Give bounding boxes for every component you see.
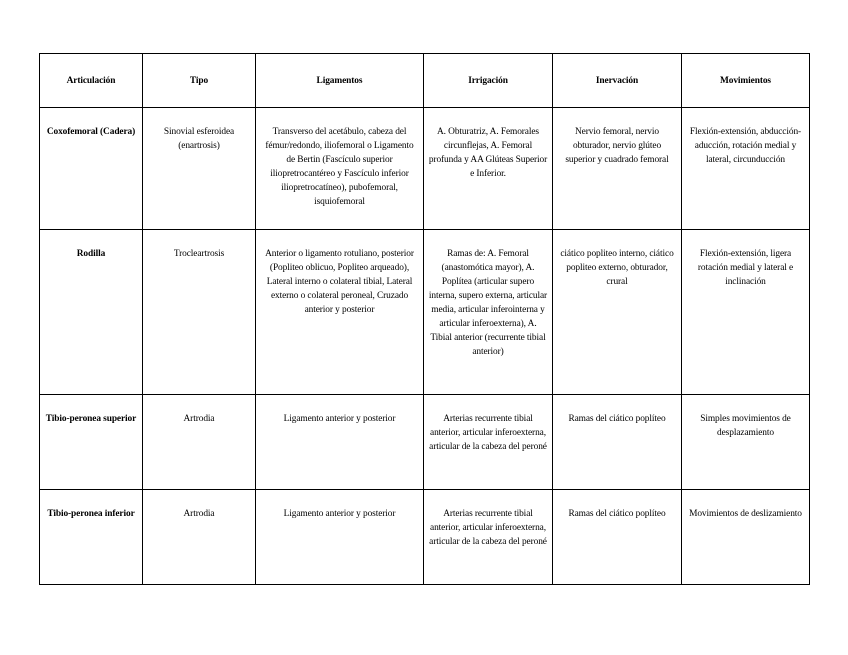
- cell-articulacion: Rodilla: [40, 230, 143, 395]
- cell-articulacion: Coxofemoral (Cadera): [40, 108, 143, 230]
- table-row: [40, 490, 810, 585]
- cell-movimientos: Flexión-extensión, ligera rotación medial y lateral e inclinación: [682, 230, 810, 395]
- cell-irrigacion: A. Obturatriz, A. Femorales circunflejas, A. Femoral profunda y AA Glúteas Superior e Inferior.: [424, 108, 553, 230]
- cell-tipo: Trocleartrosis: [143, 230, 256, 395]
- cell-ligamentos: Anterior o ligamento rotuliano, posterior (Popliteo oblicuo, Popliteo arqueado), Lateral interno o colateral tibial, Lateral externo o colateral peroneal, Cruzado anterior y posterior: [256, 230, 424, 395]
- header-inervacion: Inervación: [553, 54, 682, 108]
- cell-tipo: Artrodia: [143, 490, 256, 585]
- cell-inervacion: Ramas del ciático poplíteo: [553, 490, 682, 585]
- table-row: [40, 108, 810, 230]
- cell-ligamentos: Transverso del acetábulo, cabeza del fémur/redondo, iliofemoral o Ligamento de Bertin (Fascículo superior iliopretrocantéreo y Fascículo inferior iliopretrocatíneo), pubofemoral, isquiofemoral: [256, 108, 424, 230]
- header-irrigacion: Irrigación: [424, 54, 553, 108]
- table-row: [40, 395, 810, 490]
- header-tipo: Tipo: [143, 54, 256, 108]
- header-articulacion: Articulación: [40, 54, 143, 108]
- cell-ligamentos: Ligamento anterior y posterior: [256, 490, 424, 585]
- joints-table: [39, 53, 810, 585]
- cell-articulacion: Tibio-peronea superior: [40, 395, 143, 490]
- table-row: [40, 230, 810, 395]
- cell-movimientos: Simples movimientos de desplazamiento: [682, 395, 810, 490]
- cell-irrigacion: Arterias recurrente tibial anterior, articular inferoexterna, articular de la cabeza del peroné: [424, 395, 553, 490]
- header-row: [40, 54, 810, 108]
- cell-ligamentos: Ligamento anterior y posterior: [256, 395, 424, 490]
- cell-inervacion: Ramas del ciático poplíteo: [553, 395, 682, 490]
- cell-irrigacion: Ramas de: A. Femoral (anastomótica mayor), A. Poplítea (articular supero interna, supero externa, articular media, articular inferointerna y articular inferoexterna), A. Tibial anterior (recurrente tibial anterior): [424, 230, 553, 395]
- cell-tipo: Sinovial esferoidea (enartrosis): [143, 108, 256, 230]
- cell-inervacion: Nervio femoral, nervio obturador, nervio glúteo superior y cuadrado femoral: [553, 108, 682, 230]
- cell-tipo: Artrodia: [143, 395, 256, 490]
- header-ligamentos: Ligamentos: [256, 54, 424, 108]
- cell-irrigacion: Arterias recurrente tibial anterior, articular inferoexterna, articular de la cabeza del peroné: [424, 490, 553, 585]
- cell-inervacion: ciático popliteo interno, ciático popliteo externo, obturador, crural: [553, 230, 682, 395]
- cell-movimientos: Flexión-extensión, abducción-aducción, rotación medial y lateral, circunducción: [682, 108, 810, 230]
- cell-articulacion: Tibio-peronea inferior: [40, 490, 143, 585]
- cell-movimientos: Movimientos de deslizamiento: [682, 490, 810, 585]
- header-movimientos: Movimientos: [682, 54, 810, 108]
